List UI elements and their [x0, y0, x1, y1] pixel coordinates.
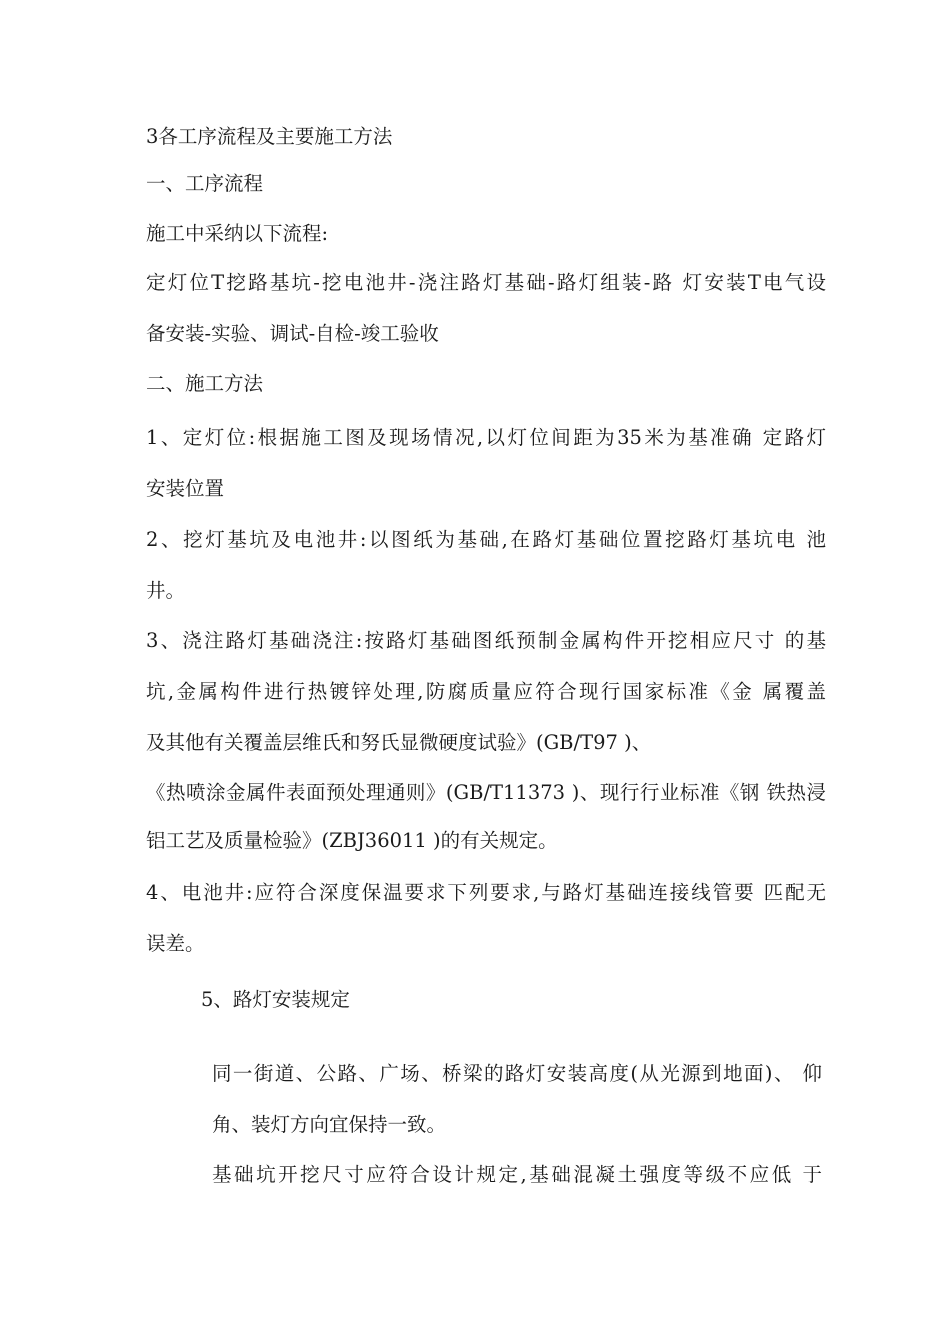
item-5-paragraph-line: 角、装灯方向宜保持一致。 — [212, 1113, 447, 1136]
item-3-text-line: 《热喷涂金属件表面预处理通则》(GB/T11373 )、现行行业标准《钢 铁热浸 — [146, 781, 826, 804]
item-1-text-line: 安装位置 — [146, 477, 225, 500]
section-title: 3各工序流程及主要施工方法 — [146, 125, 393, 148]
heading-process-flow: 一、工序流程 — [146, 172, 264, 195]
heading-construction-method: 二、施工方法 — [146, 372, 264, 395]
item-2-text-line: 2、挖灯基坑及电池井:以图纸为基础,在路灯基础位置挖路灯基坑电 池 — [146, 528, 826, 551]
item-3-text-line: 及其他有关覆盖层维氏和努氏显微硬度试验》(GB/T97 )、 — [146, 731, 652, 754]
item-3-text-line: 3、浇注路灯基础浇注:按路灯基础图纸预制金属构件开挖相应尺寸 的基 — [146, 629, 826, 652]
flow-intro: 施工中采纳以下流程: — [146, 222, 329, 245]
flow-text-line: 备安装-实验、调试-自检-竣工验收 — [146, 322, 439, 345]
item-2-text-line: 井。 — [146, 579, 186, 602]
item-3-text-line: 坑,金属构件进行热镀锌处理,防腐质量应符合现行国家标准《金 属覆盖 — [146, 680, 826, 703]
item-3-text-line: 铝工艺及质量检验》(ZBJ36011 )的有关规定。 — [146, 829, 558, 852]
item-5-paragraph-line: 同一街道、公路、广场、桥梁的路灯安装高度(从光源到地面)、 仰 — [212, 1062, 822, 1085]
item-4-text-line: 4、电池井:应符合深度保温要求下列要求,与路灯基础连接线管要 匹配无 — [146, 881, 826, 904]
item-1-text-line: 1、定灯位:根据施工图及现场情况,以灯位间距为35米为基准确 定路灯 — [146, 426, 826, 449]
item-5-heading: 5、路灯安装规定 — [201, 988, 350, 1011]
item-5-paragraph-line: 基础坑开挖尺寸应符合设计规定,基础混凝土强度等级不应低 于 — [212, 1163, 822, 1186]
flow-text-line: 定灯位T挖路基坑-挖电池井-浇注路灯基础-路灯组装-路 灯安装T电气设 — [146, 271, 826, 294]
item-4-text-line: 误差。 — [146, 932, 205, 955]
